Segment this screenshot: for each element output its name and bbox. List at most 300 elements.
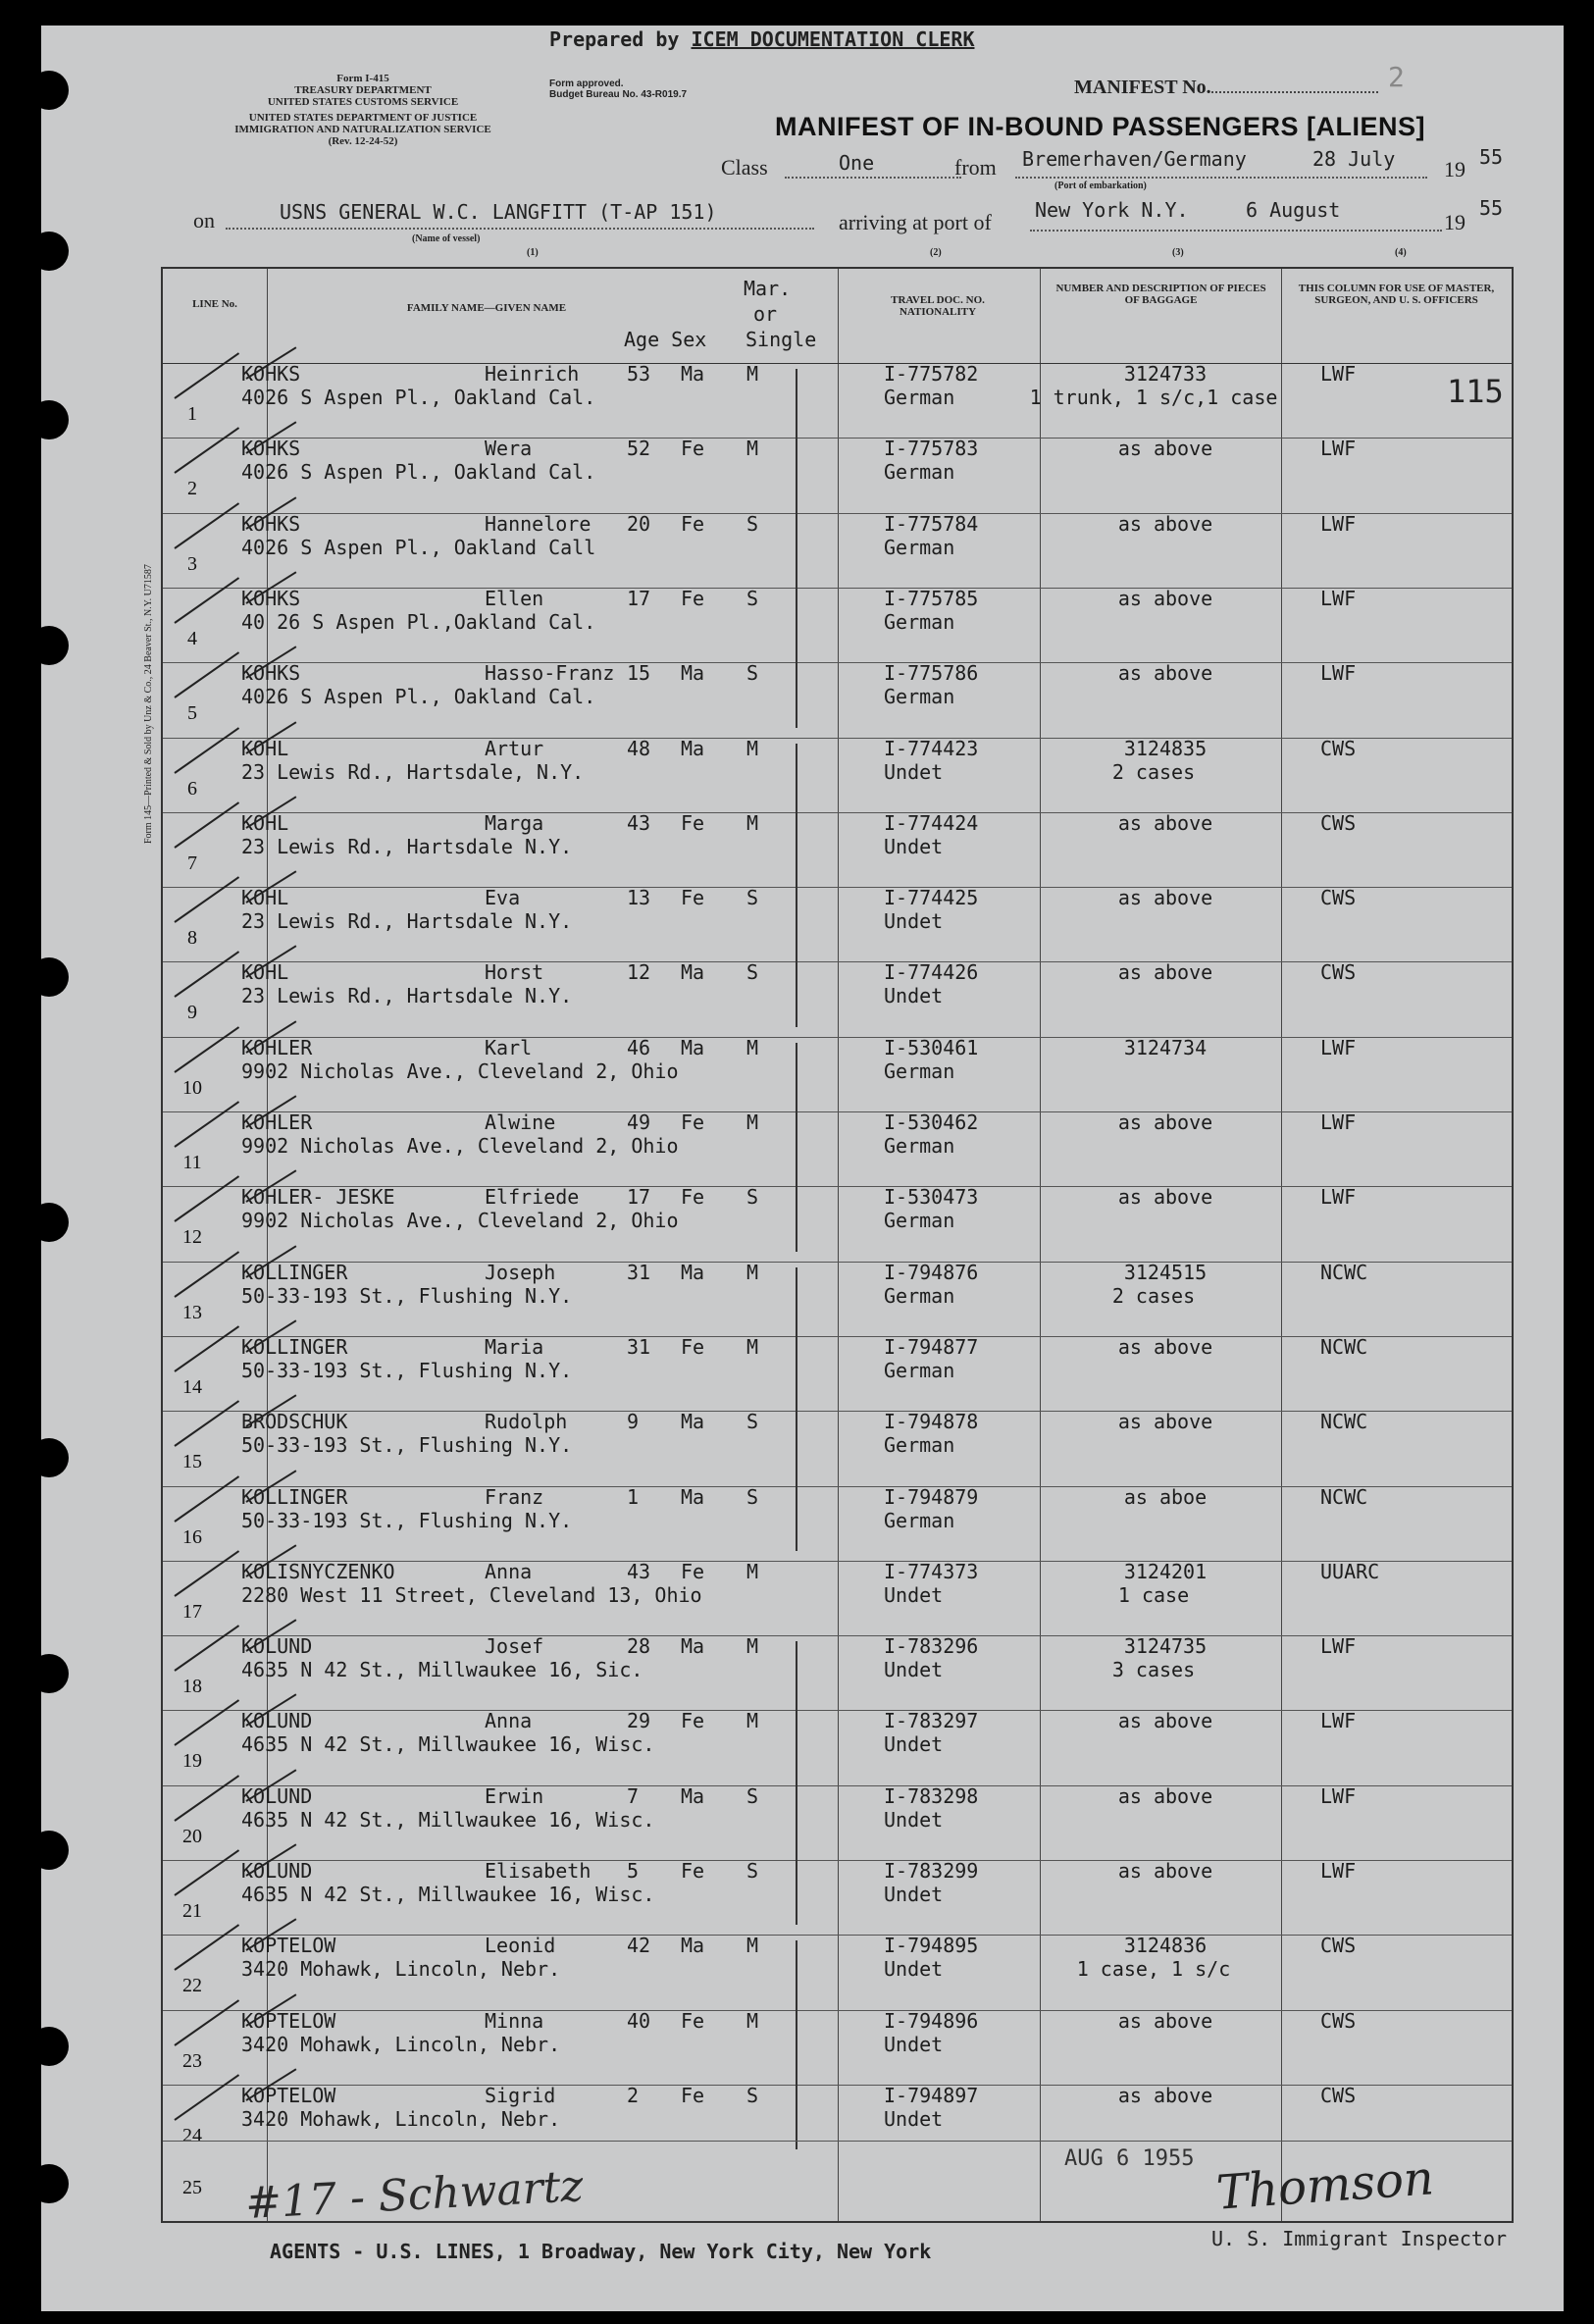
travel-doc-number: I-794878 [884, 1410, 979, 1434]
line-number: 15 [182, 1451, 202, 1473]
table-row [163, 1037, 1512, 1113]
line-number: 21 [182, 1900, 202, 1922]
marital-status: M [746, 1334, 759, 1359]
address: 4026 S Aspen Pl., Oakland Cal. [241, 685, 596, 709]
travel-doc-number: I-794897 [884, 2083, 979, 2107]
punch-hole [29, 1831, 69, 1870]
marital-status: M [746, 2008, 759, 2033]
table-row [163, 1186, 1512, 1263]
nationality: German [884, 685, 955, 709]
agency-code: UUARC [1320, 1559, 1380, 1583]
col-marital-3: Single [746, 328, 817, 351]
table-row [163, 1111, 1512, 1188]
family-name: KOPTELOW [241, 1934, 336, 1958]
line-number: 1 [187, 403, 197, 425]
punch-hole [29, 1203, 69, 1242]
sex: Ma [681, 1035, 705, 1059]
given-name: Minna [485, 2008, 544, 2033]
travel-doc-number: I-774373 [884, 1559, 979, 1583]
baggage-count: 3124515 [1123, 1260, 1208, 1284]
prepared-by-value: ICEM DOCUMENTATION CLERK [691, 27, 975, 51]
line-number-25: 25 [182, 2177, 202, 2198]
nationality: German [884, 1134, 955, 1158]
col-num-1: (1) [527, 247, 539, 258]
marital-status: M [746, 1260, 759, 1284]
address: 23 Lewis Rd., Hartsdale N.Y. [241, 909, 573, 934]
baggage-count: as above [1117, 1709, 1213, 1733]
given-name: Maria [485, 1334, 544, 1359]
given-name: Elisabeth [485, 1859, 591, 1883]
side-printer-note: Form 145—Printed & Sold by Unz & Co., 24 Beaver St., N.Y. U71587 [143, 564, 154, 844]
agency-code: LWF [1320, 511, 1357, 536]
address: 3420 Mohawk, Lincoln, Nebr. [241, 2032, 561, 2056]
nationality: German [884, 1358, 955, 1382]
agency-code: LWF [1320, 586, 1357, 610]
margin-number: 115 [1447, 373, 1504, 410]
family-name: KOPTELOW [241, 2008, 336, 2033]
nationality: German [884, 460, 955, 485]
col-age-sex: Age Sex [624, 328, 707, 351]
sex: Ma [681, 1634, 705, 1659]
table-row [163, 1411, 1512, 1487]
address: 4026 S Aspen Pl., Oakland Cal. [241, 386, 596, 409]
marital-status: S [746, 1859, 759, 1883]
baggage-count: as above [1117, 960, 1213, 985]
travel-doc-number: I-774426 [884, 960, 979, 985]
address: 23 Lewis Rd., Hartsdale N.Y. [241, 984, 573, 1008]
sex: Fe [681, 2008, 705, 2033]
family-name: KOHL [241, 736, 289, 760]
from-value: Bremerhaven/Germany [1022, 147, 1247, 171]
family-name: KOLISNYCZENKO [241, 1559, 395, 1583]
baggage-desc: 1 case [1117, 1582, 1190, 1607]
budget-bureau: Budget Bureau No. 43-R019.7 [549, 89, 688, 100]
prepared-by [549, 27, 974, 51]
agency-code: LWF [1320, 1859, 1357, 1883]
nationality: German [884, 1508, 955, 1532]
sex: Ma [681, 736, 705, 760]
baggage-count: 3124734 [1123, 1035, 1208, 1059]
baggage-count: as above [1117, 2008, 1213, 2033]
agency-code: CWS [1320, 2083, 1357, 2107]
agency-code: LWF [1320, 661, 1357, 686]
marital-status: S [746, 511, 759, 536]
age: 43 [627, 1559, 651, 1583]
baggage-count: as above [1117, 511, 1213, 536]
agency-code: NCWC [1320, 1410, 1368, 1434]
address: 23 Lewis Rd., Hartsdale N.Y. [241, 834, 573, 858]
travel-doc-number: I-794895 [884, 1934, 979, 1958]
table-row [163, 588, 1512, 664]
marital-status: S [746, 1783, 759, 1808]
marital-status: M [746, 362, 759, 386]
marital-status: S [746, 586, 759, 610]
marital-status: S [746, 661, 759, 686]
nationality: German [884, 535, 955, 559]
table-row [163, 438, 1512, 514]
given-name: Anna [485, 1559, 533, 1583]
justice-dept: UNITED STATES DEPARTMENT OF JUSTICE [248, 112, 478, 124]
baggage-count: as above [1117, 1410, 1213, 1434]
family-bracket [796, 744, 797, 1027]
travel-doc-number: I-794896 [884, 2008, 979, 2033]
age: 12 [627, 960, 651, 985]
punch-hole [29, 626, 69, 665]
family-name: KOHLER [241, 1110, 313, 1134]
baggage-count: 3124733 [1123, 362, 1208, 386]
family-name: BRODSCHUK [241, 1410, 348, 1434]
punch-hole [29, 1438, 69, 1477]
line-number: 14 [182, 1375, 202, 1398]
departure-date: 28 July [1312, 147, 1396, 171]
nationality: German [884, 1433, 955, 1458]
baggage-desc: 1 trunk, 1 s/c,1 case [1029, 386, 1278, 409]
travel-doc-number: I-783297 [884, 1709, 979, 1733]
nationality: Undet [884, 1732, 944, 1757]
line-number: 20 [182, 1825, 202, 1847]
nationality: German [884, 386, 955, 409]
age: 29 [627, 1709, 651, 1733]
travel-doc-number: I-775785 [884, 586, 979, 610]
class-value: One [839, 151, 875, 175]
year-value: 55 [1479, 145, 1504, 169]
nationality: German [884, 1283, 955, 1308]
revision: (Rev. 12-24-52) [328, 135, 398, 147]
marital-status: S [746, 2083, 759, 2107]
table-row [163, 1262, 1512, 1338]
inspector-signature: Thomson [1214, 2150, 1436, 2221]
travel-doc-number: I-794879 [884, 1484, 979, 1509]
agency-code: CWS [1320, 736, 1357, 760]
given-name: Sigrid [485, 2083, 556, 2107]
nationality: Undet [884, 2032, 944, 2056]
prepared-by-label: Prepared by [549, 27, 680, 51]
arrival-date: 6 August [1246, 198, 1341, 222]
nationality: German [884, 609, 955, 634]
marital-status: M [746, 1035, 759, 1059]
marital-status: S [746, 1484, 759, 1509]
form-approved: Form approved. [549, 78, 624, 89]
table-row [163, 1710, 1512, 1786]
marital-status: S [746, 1185, 759, 1210]
sex: Ma [681, 661, 705, 686]
given-name: Ellen [485, 586, 544, 610]
baggage-count: as above [1117, 661, 1213, 686]
nationality: German [884, 1059, 955, 1083]
age: 40 [627, 2008, 651, 2033]
sex: Ma [681, 1783, 705, 1808]
family-name: KOHL [241, 886, 289, 910]
address: 50-33-193 St., Flushing N.Y. [241, 1508, 573, 1532]
table-row [163, 1785, 1512, 1862]
marital-status: M [746, 437, 759, 461]
family-name: KOHLER- JESKE [241, 1185, 395, 1210]
line-number: 22 [182, 1975, 202, 1997]
col-marital-1: Mar. [744, 277, 792, 300]
given-name: Karl [485, 1035, 533, 1059]
footer-agents: AGENTS - U.S. LINES, 1 Broadway, New York City, New York [270, 2240, 932, 2263]
marital-status: M [746, 1634, 759, 1659]
agency-code: LWF [1320, 1709, 1357, 1733]
baggage-count: 3124836 [1123, 1934, 1208, 1958]
customs-service: UNITED STATES CUSTOMS SERVICE [267, 96, 459, 108]
family-name: KOLLINGER [241, 1334, 348, 1359]
line-number: 12 [182, 1226, 202, 1249]
marital-status: M [746, 1934, 759, 1958]
baggage-count: 3124201 [1123, 1559, 1208, 1583]
from-label: from [954, 155, 997, 180]
family-name: KOLUND [241, 1783, 313, 1808]
table-row [163, 961, 1512, 1038]
table-row [163, 1561, 1512, 1637]
arrival-year-prefix: 19 [1444, 210, 1465, 234]
nationality: Undet [884, 909, 944, 934]
sex: Fe [681, 1185, 705, 1210]
address: 4635 N 42 St., Millwaukee 16, Wisc. [241, 1732, 655, 1757]
age: 42 [627, 1934, 651, 1958]
family-name: KOLUND [241, 1709, 313, 1733]
manifest-number-value: 2 [1388, 61, 1405, 93]
table-row [163, 1935, 1512, 2011]
family-bracket [796, 1641, 797, 1925]
baggage-desc: 3 cases [1111, 1658, 1196, 1682]
family-name: KOLUND [241, 1634, 313, 1659]
nationality: Undet [884, 1582, 944, 1607]
line-number: 6 [187, 777, 197, 800]
table-row [163, 812, 1512, 889]
address: 9902 Nicholas Ave., Cleveland 2, Ohio [241, 1134, 679, 1158]
manifest-no [1074, 77, 1378, 99]
family-bracket [796, 1940, 797, 2149]
age: 28 [627, 1634, 651, 1659]
table-row [163, 738, 1512, 814]
address: 4026 S Aspen Pl., Oakland Cal. [241, 460, 596, 485]
family-name: KOHL [241, 960, 289, 985]
baggage-count: as above [1117, 437, 1213, 461]
check-mark [174, 352, 239, 399]
address: 50-33-193 St., Flushing N.Y. [241, 1433, 573, 1458]
baggage-count: 3124835 [1123, 736, 1208, 760]
sex: Fe [681, 1709, 705, 1733]
address: 40 26 S Aspen Pl.,Oakland Cal. [241, 609, 596, 634]
arrival-year: 55 [1479, 196, 1504, 220]
form-number: Form I-415 [336, 73, 389, 84]
given-name: Hannelore [485, 511, 591, 536]
given-name: Josef [485, 1634, 544, 1659]
given-name: Hasso-Franz [485, 661, 615, 686]
travel-doc-number: I-775784 [884, 511, 979, 536]
table-row [163, 887, 1512, 963]
baggage-count: as aboe [1123, 1484, 1208, 1509]
family-bracket [796, 1043, 797, 1252]
port-embarkation-caption: (Port of embarkation) [1054, 181, 1147, 191]
sex: Fe [681, 1334, 705, 1359]
given-name: Horst [485, 960, 544, 985]
year-prefix: 19 [1444, 157, 1465, 181]
age: 15 [627, 661, 651, 686]
sex: Ma [681, 1484, 705, 1509]
baggage-count: as above [1117, 810, 1213, 835]
line-number: 23 [182, 2049, 202, 2072]
given-name: Rudolph [485, 1410, 568, 1434]
nationality: Undet [884, 759, 944, 784]
travel-doc-number: I-774423 [884, 736, 979, 760]
travel-doc-number: I-530461 [884, 1035, 979, 1059]
baggage-desc: 1 case, 1 s/c [1076, 1957, 1231, 1982]
sex: Fe [681, 1110, 705, 1134]
travel-doc-number: I-774425 [884, 886, 979, 910]
nationality: Undet [884, 834, 944, 858]
line-number: 2 [187, 478, 197, 500]
line-number: 4 [187, 627, 197, 649]
agency-code: NCWC [1320, 1260, 1368, 1284]
form-approval-note [549, 78, 687, 100]
given-name: Wera [485, 437, 533, 461]
address: 2280 West 11 Street, Cleveland 13, Ohio [241, 1582, 702, 1607]
col-name: FAMILY NAME—GIVEN NAME [406, 302, 567, 314]
agency-code: LWF [1320, 437, 1357, 461]
travel-doc-number: I-783299 [884, 1859, 979, 1883]
agency-code: CWS [1320, 2008, 1357, 2033]
address: 9902 Nicholas Ave., Cleveland 2, Ohio [241, 1059, 679, 1083]
family-bracket [796, 1267, 797, 1551]
col-marital-2: or [753, 302, 778, 326]
line-number: 3 [187, 552, 197, 575]
age: 13 [627, 886, 651, 910]
family-name: KOLLINGER [241, 1260, 348, 1284]
table-row [163, 1486, 1512, 1563]
manifest-title: MANIFEST OF IN-BOUND PASSENGERS [ALIENS] [775, 112, 1426, 141]
marital-status: S [746, 960, 759, 985]
sex: Fe [681, 1859, 705, 1883]
agency-block [137, 73, 589, 147]
sex: Ma [681, 1260, 705, 1284]
line-number: 7 [187, 852, 197, 874]
line-number: 16 [182, 1525, 202, 1548]
age: 53 [627, 362, 651, 386]
travel-doc-number: I-774424 [884, 810, 979, 835]
table-row [163, 2010, 1512, 2087]
table-row [163, 662, 1512, 739]
agency-code: LWF [1320, 1035, 1357, 1059]
family-name: KOLUND [241, 1859, 313, 1883]
address: 23 Lewis Rd., Hartsdale, N.Y. [241, 759, 585, 784]
family-name: KOHKS [241, 586, 301, 610]
given-name: Anna [485, 1709, 533, 1733]
travel-doc-number: I-775782 [884, 362, 979, 386]
travel-doc-number: I-530462 [884, 1110, 979, 1134]
baggage-count: as above [1117, 586, 1213, 610]
sex: Fe [681, 437, 705, 461]
baggage-desc: 2 cases [1111, 759, 1196, 784]
baggage-count: as above [1117, 886, 1213, 910]
nationality: Undet [884, 1658, 944, 1682]
address: 50-33-193 St., Flushing N.Y. [241, 1283, 573, 1308]
nationality: Undet [884, 984, 944, 1008]
line-number: 19 [182, 1750, 202, 1773]
family-name: KOLLINGER [241, 1484, 348, 1509]
agency-code: LWF [1320, 1634, 1357, 1659]
age: 7 [627, 1783, 640, 1808]
agency-code: NCWC [1320, 1484, 1368, 1509]
col-travel-doc: TRAVEL DOC. NO. NATIONALITY [891, 294, 985, 318]
travel-doc-number: I-775786 [884, 661, 979, 686]
sex: Fe [681, 810, 705, 835]
line-number: 5 [187, 702, 197, 725]
given-name: Eva [485, 886, 521, 910]
punch-hole [29, 232, 69, 271]
travel-doc-number: I-794877 [884, 1334, 979, 1359]
marital-status: M [746, 1709, 759, 1733]
line-number: 10 [182, 1076, 202, 1099]
given-name: Artur [485, 736, 544, 760]
vessel-caption: (Name of vessel) [412, 233, 481, 244]
family-name: KOHKS [241, 437, 301, 461]
table-row [163, 1635, 1512, 1712]
sex: Fe [681, 1559, 705, 1583]
family-name: KOHKS [241, 362, 301, 386]
given-name: Heinrich [485, 362, 580, 386]
marital-status: M [746, 1559, 759, 1583]
marital-status: M [746, 1110, 759, 1134]
travel-doc-number: I-794876 [884, 1260, 979, 1284]
address: 4635 N 42 St., Millwaukee 16, Sic. [241, 1658, 643, 1682]
age: 31 [627, 1260, 651, 1284]
agency-code: CWS [1320, 960, 1357, 985]
sex: Ma [681, 362, 705, 386]
col-num-3: (3) [1172, 247, 1184, 258]
age: 1 [627, 1484, 640, 1509]
agency-code: LWF [1320, 362, 1357, 386]
baggage-count: as above [1117, 1334, 1213, 1359]
punch-hole [29, 957, 69, 997]
given-name: Franz [485, 1484, 544, 1509]
col-num-2: (2) [930, 247, 942, 258]
given-name: Alwine [485, 1110, 556, 1134]
marital-status: S [746, 1410, 759, 1434]
given-name: Marga [485, 810, 544, 835]
family-name: KOHLER [241, 1035, 313, 1059]
table-row [163, 1860, 1512, 1937]
given-name: Leonid [485, 1934, 556, 1958]
address: 9902 Nicholas Ave., Cleveland 2, Ohio [241, 1209, 679, 1233]
family-name: KOHKS [241, 511, 301, 536]
address: 50-33-193 St., Flushing N.Y. [241, 1358, 573, 1382]
line-number: 24 [182, 2124, 202, 2146]
arrival-port: New York N.Y. [1035, 198, 1189, 222]
age: 46 [627, 1035, 651, 1059]
family-name: KOHKS [241, 661, 301, 686]
age: 31 [627, 1334, 651, 1359]
col-officers: THIS COLUMN FOR USE OF MASTER, SURGEON, AND U. S. OFFICERS [1298, 283, 1495, 306]
treasury-dept: TREASURY DEPARTMENT [294, 84, 432, 96]
line-number: 18 [182, 1676, 202, 1698]
baggage-count: as above [1117, 2083, 1213, 2107]
agency-code: LWF [1320, 1783, 1357, 1808]
sex: Ma [681, 1934, 705, 1958]
address: 3420 Mohawk, Lincoln, Nebr. [241, 1957, 561, 1982]
travel-doc-number: I-530473 [884, 1185, 979, 1210]
given-name: Joseph [485, 1260, 556, 1284]
nationality: German [884, 1209, 955, 1233]
address: 4635 N 42 St., Millwaukee 16, Wisc. [241, 1807, 655, 1832]
line-number: 17 [182, 1600, 202, 1623]
line-number: 11 [182, 1152, 202, 1173]
age: 20 [627, 511, 651, 536]
punch-hole [29, 400, 69, 439]
sex: Fe [681, 2083, 705, 2107]
handwritten-note: #17 - Schwartz [243, 2161, 585, 2229]
